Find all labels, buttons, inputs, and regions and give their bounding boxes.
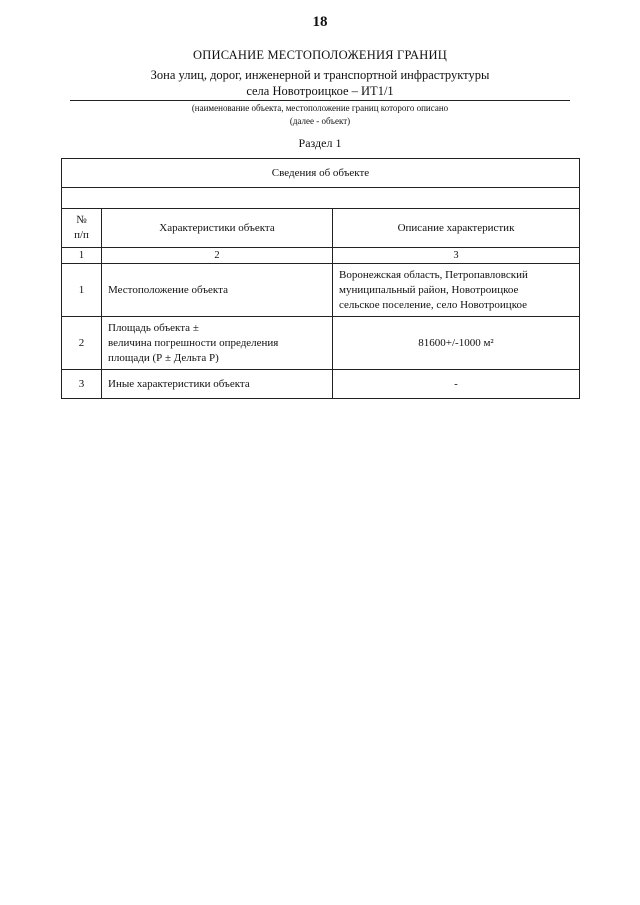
object-caption-line-1: (наименование объекта, местоположение границ которого описано: [191, 103, 449, 113]
object-name-underline: [70, 100, 570, 101]
section-label: Раздел 1: [298, 136, 342, 150]
table-row: [62, 264, 580, 317]
table-row: [62, 317, 580, 370]
row-description-line: сельское поселение, село Новотроицкое: [339, 298, 527, 311]
column-header-number-line-1: №: [76, 214, 87, 226]
row-characteristic: [102, 317, 333, 370]
row-characteristic-line: величина погрешности определения: [108, 336, 279, 349]
row-characteristic-line: Площадь объекта ±: [108, 321, 199, 334]
object-info-table: [61, 158, 580, 399]
row-description-line: муниципальный район, Новотроицкое: [339, 283, 519, 296]
row-description: [333, 264, 580, 317]
object-name-line-2: села Новотроицкое – ИТ1/1: [246, 84, 394, 98]
row-number: 1: [62, 264, 102, 317]
row-number: 3: [62, 370, 102, 399]
column-index-3: 3: [333, 248, 580, 264]
column-index-1: 1: [62, 248, 102, 264]
row-characteristic: Иные характеристики объекта: [102, 370, 333, 399]
table-column-header-row: [62, 209, 580, 248]
column-header-number: [62, 209, 102, 248]
page-number: 18: [312, 14, 328, 30]
row-description: -: [333, 370, 580, 399]
row-description-line: Воронежская область, Петропавловский: [339, 268, 528, 281]
column-header-characteristics: Характеристики объекта: [102, 209, 333, 248]
row-description: 81600+/-1000 м²: [333, 317, 580, 370]
object-name-line-1: Зона улиц, дорог, инженерной и транспортной инфраструктуры: [150, 68, 490, 82]
table-column-index-row: [62, 248, 580, 264]
table-heading-row: [62, 159, 580, 188]
document-title: ОПИСАНИЕ МЕСТОПОЛОЖЕНИЯ ГРАНИЦ: [193, 48, 447, 62]
column-header-description: Описание характеристик: [333, 209, 580, 248]
row-characteristic-line: площади (Р ± Дельта Р): [108, 351, 219, 364]
object-caption-line-2: (далее - объект): [289, 116, 351, 126]
column-header-number-line-2: п/п: [74, 229, 89, 241]
row-characteristic: Местоположение объекта: [102, 264, 333, 317]
column-index-2: 2: [102, 248, 333, 264]
row-number: 2: [62, 317, 102, 370]
table-blank-row: [62, 188, 580, 209]
table-row: [62, 370, 580, 399]
table-blank-cell: [62, 188, 580, 209]
table-heading: Сведения об объекте: [62, 159, 580, 188]
